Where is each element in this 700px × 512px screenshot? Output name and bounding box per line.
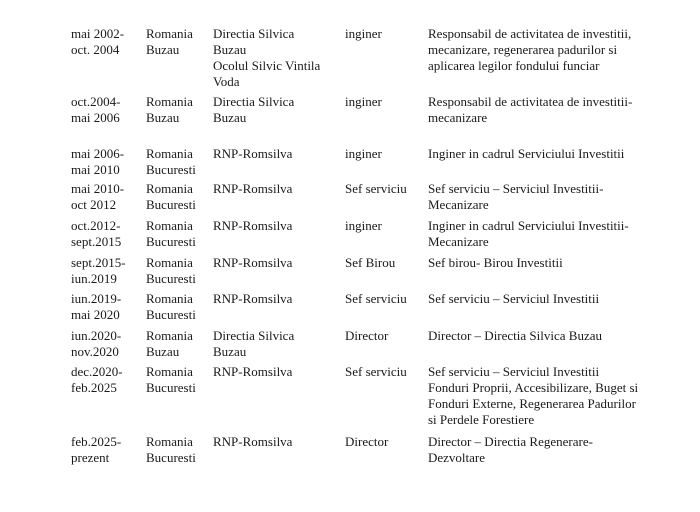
- employer-cell: Directia Silvica Buzau: [213, 94, 295, 125]
- position-cell: inginer: [345, 146, 382, 161]
- description-cell: Sef serviciu – Serviciul Investitii Fonduri Proprii, Accesibilizare, Buget si Fonduri Externe, Regenerarea Padurilor si Perdele Forestiere: [428, 364, 639, 427]
- period-cell: mai 2006- mai 2010: [71, 146, 125, 177]
- employer-cell: RNP-Romsilva: [213, 291, 293, 306]
- position-cell: Sef serviciu: [345, 181, 407, 196]
- employer-cell: RNP-Romsilva: [213, 181, 293, 196]
- position-cell: Sef Birou: [345, 255, 396, 270]
- employer-cell: RNP-Romsilva: [213, 364, 293, 379]
- location-cell: Romania Buzau: [146, 328, 193, 359]
- position-cell: Director: [345, 328, 389, 343]
- employer-cell: Directia Silvica Buzau: [213, 328, 295, 359]
- location-cell: Romania Bucuresti: [146, 291, 196, 322]
- employer-cell: RNP-Romsilva: [213, 255, 293, 270]
- period-cell: iun.2019- mai 2020: [71, 291, 122, 322]
- description-cell: Responsabil de activitatea de investitii- mecanizare: [428, 94, 633, 125]
- location-cell: Romania Bucuresti: [146, 364, 196, 395]
- period-cell: oct.2012- sept.2015: [71, 218, 122, 249]
- description-cell: Inginer in cadrul Serviciului Investitii: [428, 146, 625, 161]
- period-cell: iun.2020- nov.2020: [71, 328, 122, 359]
- description-cell: Responsabil de activitatea de investitii, mecanizare, regenerarea padurilor si aplicarea legilor fondului funciar: [428, 26, 632, 73]
- location-cell: Romania Bucuresti: [146, 255, 196, 286]
- location-cell: Romania Bucuresti: [146, 434, 196, 465]
- period-cell: dec.2020- feb.2025: [71, 364, 123, 395]
- employer-cell: Directia Silvica Buzau Ocolul Silvic Vintila Voda: [213, 26, 321, 89]
- position-cell: inginer: [345, 26, 382, 41]
- description-cell: Inginer in cadrul Serviciului Investitii- Mecanizare: [428, 218, 629, 249]
- description-cell: Sef birou- Birou Investitii: [428, 255, 563, 270]
- period-cell: oct.2004- mai 2006: [71, 94, 121, 125]
- period-cell: mai 2002- oct. 2004: [71, 26, 125, 57]
- position-cell: inginer: [345, 218, 382, 233]
- location-cell: Romania Buzau: [146, 26, 193, 57]
- period-cell: feb.2025- prezent: [71, 434, 122, 465]
- location-cell: Romania Buzau: [146, 94, 193, 125]
- employer-cell: RNP-Romsilva: [213, 434, 293, 449]
- description-cell: Director – Directia Silvica Buzau: [428, 328, 602, 343]
- location-cell: Romania Bucuresti: [146, 181, 196, 212]
- period-cell: sept.2015- iun.2019: [71, 255, 126, 286]
- position-cell: Sef serviciu: [345, 291, 407, 306]
- period-cell: mai 2010- oct 2012: [71, 181, 125, 212]
- location-cell: Romania Bucuresti: [146, 218, 196, 249]
- employer-cell: RNP-Romsilva: [213, 218, 293, 233]
- position-cell: Director: [345, 434, 389, 449]
- position-cell: inginer: [345, 94, 382, 109]
- description-cell: Sef serviciu – Serviciul Investitii: [428, 291, 600, 306]
- employer-cell: RNP-Romsilva: [213, 146, 293, 161]
- location-cell: Romania Bucuresti: [146, 146, 196, 177]
- position-cell: Sef serviciu: [345, 364, 407, 379]
- description-cell: Director – Directia Regenerare- Dezvoltare: [428, 434, 593, 465]
- description-cell: Sef serviciu – Serviciul Investitii- Mecanizare: [428, 181, 604, 212]
